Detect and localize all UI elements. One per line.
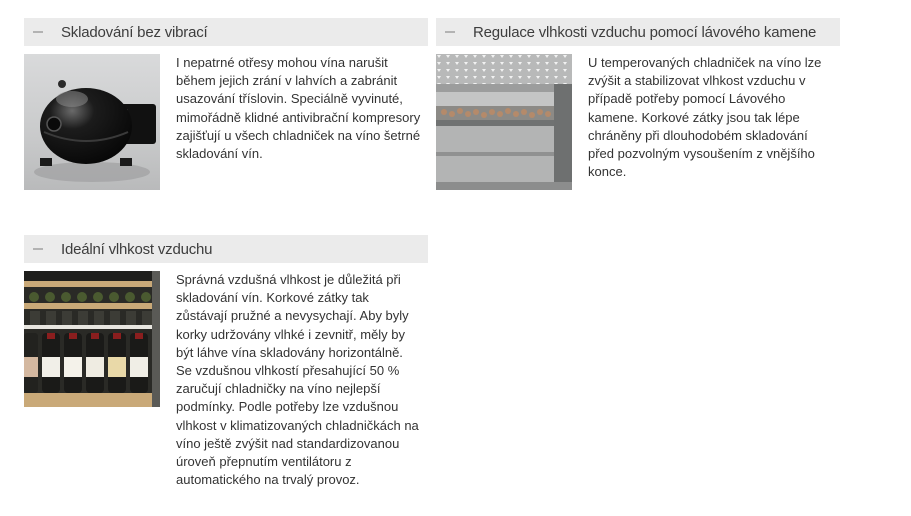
feature-title: Regulace vlhkosti vzduchu pomocí lávového kamene <box>473 23 817 41</box>
feature-header[interactable] <box>436 18 840 46</box>
feature-description: Správná vzdušná vlhkost je důležitá při skladování vín. Korkové zátky tak zůstávají pružné a nevysychají. Aby byly korky udržovány vlhké i zevnitř, měly by být láhve vína skladovány horizontálně. Se vzdušnou vlhkostí přesahující 50 % zaručují chladničky na víno nejlepší podmínky. Podle potřeby lze vzdušnou vlhkost v klimatizovaných chladničkách na víno ještě zvýšit nad standardizovanou úroveň přepnutím ventilátoru z automatického na trvalý provoz. <box>176 272 419 488</box>
feature-header[interactable] <box>24 235 428 263</box>
compressor-image <box>24 54 160 190</box>
minus-icon[interactable] <box>24 235 52 263</box>
minus-icon[interactable] <box>436 18 464 46</box>
feature-title: Skladování bez vibrací <box>61 23 208 41</box>
feature-section-ideal-humidity <box>24 235 428 488</box>
feature-section-humidity-lava-stone <box>436 18 840 180</box>
feature-title: Ideální vlhkost vzduchu <box>61 240 213 258</box>
feature-section-no-vibration <box>24 18 428 162</box>
lava-stone-image <box>436 54 572 190</box>
feature-description: U temperovaných chladniček na víno lze zvýšit a stabilizovat vlhkost vzduchu v případě potřeby pomocí Lávového kamene. Korkové zátky jsou tak lépe chráněny při dlouhodobém skladování před pozvolným vysoušením z vnějšího konce. <box>588 55 822 180</box>
feature-header[interactable] <box>24 18 428 46</box>
feature-description: I nepatrné otřesy mohou vína narušit během jejich zrání v lahvích a zabránit usazování tříslovin. Speciálně vyvinuté, mimořádně klidné antivibrační kompresory zajišťují u všech chladniček na víno šetrné skladování vín. <box>176 55 421 162</box>
wine-bottles-image <box>24 271 160 407</box>
minus-icon[interactable] <box>24 18 52 46</box>
